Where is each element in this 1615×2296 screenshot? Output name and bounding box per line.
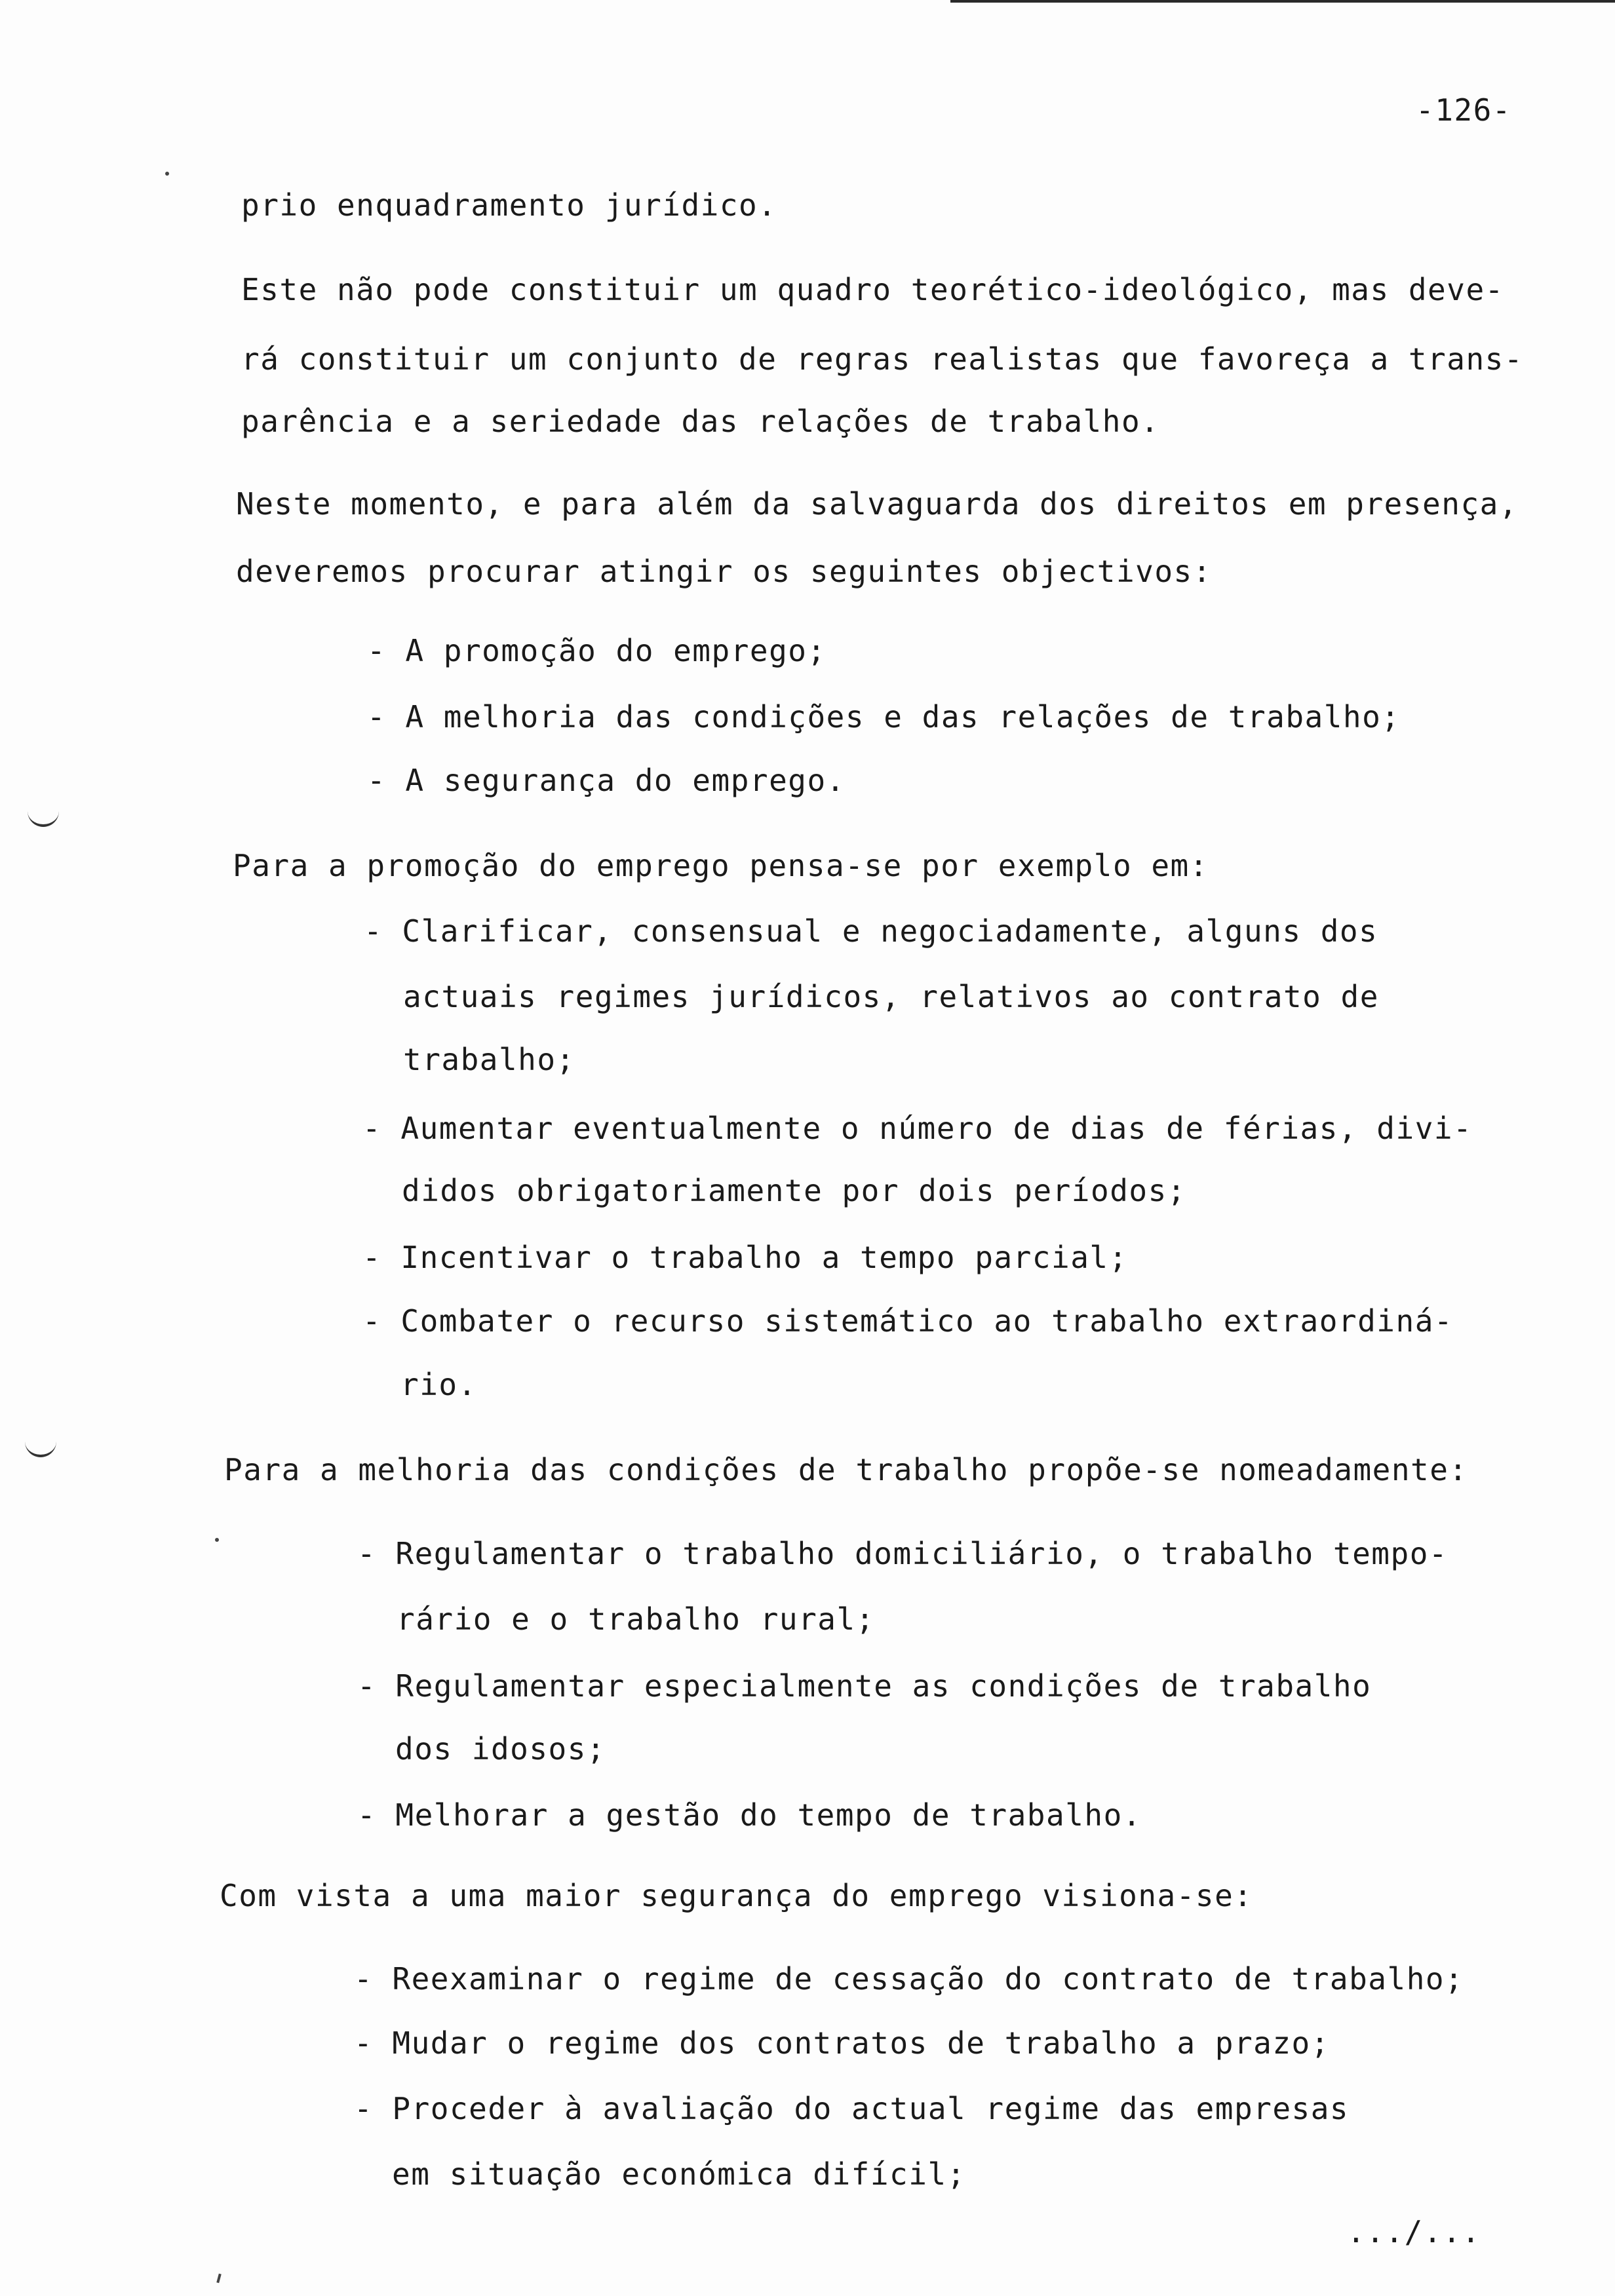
list-item-continuation: rário e o trabalho rural; xyxy=(397,1601,875,1637)
list-item: - Reexaminar o regime de cessação do contrato de trabalho; xyxy=(354,1961,1464,1997)
list-item-continuation: didos obrigatoriamente por dois períodos; xyxy=(402,1173,1186,1208)
list-item: - Regulamentar especialmente as condições de trabalho xyxy=(357,1668,1372,1704)
list-item: - Proceder à avaliação do actual regime das empresas xyxy=(354,2091,1350,2126)
list-item: - A melhoria das condições e das relações de trabalho; xyxy=(367,699,1401,735)
body-line: deveremos procurar atingir os seguintes objectivos: xyxy=(236,554,1212,589)
list-item: - A segurança do emprego. xyxy=(367,763,846,798)
list-item-continuation: actuais regimes jurídicos, relativos ao contrato de xyxy=(403,979,1379,1014)
list-item: - Clarificar, consensual e negociadamente, alguns dos xyxy=(364,913,1378,949)
body-line: Este não pode constituir um quadro teorético-ideológico, mas deve- xyxy=(241,272,1504,307)
body-line: Neste momento, e para além da salvaguarda dos direitos em presença, xyxy=(236,486,1519,522)
list-item-continuation: dos idosos; xyxy=(395,1731,606,1767)
list-item: - Regulamentar o trabalho domiciliário, o trabalho tempo- xyxy=(357,1536,1449,1571)
list-item-continuation: em situação económica difícil; xyxy=(392,2156,966,2192)
list-item-continuation: trabalho; xyxy=(403,1042,575,1077)
section-intro: Para a promoção do emprego pensa-se por exemplo em: xyxy=(233,848,1209,883)
body-line: prio enquadramento jurídico. xyxy=(241,187,777,223)
list-item: - Melhorar a gestão do tempo de trabalho. xyxy=(357,1797,1142,1833)
section-intro: Para a melhoria das condições de trabalho propõe-se nomeadamente: xyxy=(224,1452,1468,1487)
continuation-mark: .../... xyxy=(1347,2214,1481,2249)
body-line: parência e a seriedade das relações de trabalho. xyxy=(241,404,1160,439)
body-line: rá constituir um conjunto de regras realistas que favoreça a trans- xyxy=(241,341,1524,377)
list-item: - Combater o recurso sistemático ao trabalho extraordiná- xyxy=(362,1303,1454,1339)
list-item-continuation: rio. xyxy=(400,1367,477,1402)
speck xyxy=(216,2274,221,2284)
list-item: - A promoção do emprego; xyxy=(367,633,827,668)
list-item: - Incentivar o trabalho a tempo parcial; xyxy=(362,1240,1128,1275)
speck xyxy=(165,172,169,176)
section-intro: Com vista a uma maior segurança do emprego visiona-se: xyxy=(220,1878,1253,1913)
list-item: - Mudar o regime dos contratos de trabalho a prazo; xyxy=(354,2025,1330,2061)
margin-hole-punch-mark xyxy=(28,811,59,827)
speck xyxy=(215,1538,219,1542)
top-rule xyxy=(950,0,1615,3)
list-item: - Aumentar eventualmente o número de dias de férias, divi- xyxy=(362,1111,1473,1146)
margin-hole-punch-mark xyxy=(25,1442,56,1457)
page-number: -126- xyxy=(1416,92,1511,128)
